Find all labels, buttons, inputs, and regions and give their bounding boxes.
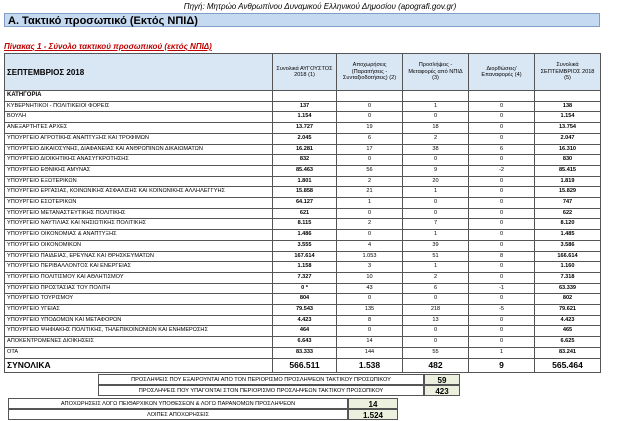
cell-col-1: 0 * [273, 283, 337, 294]
cell-col-2: 14 [337, 337, 403, 348]
table-row [5, 198, 601, 209]
cell-col-4: 0 [469, 155, 535, 166]
cell-col-5: 4.423 [535, 315, 601, 326]
cell-col-4: 0 [469, 187, 535, 198]
table-row [5, 305, 601, 316]
table-row [5, 251, 601, 262]
cell-col-3: 7 [403, 219, 469, 230]
cell-col-5: 1.154 [535, 112, 601, 123]
cell-col-3: 1 [403, 187, 469, 198]
cell-col-2: 2 [337, 176, 403, 187]
cell-col-5: 166.614 [535, 251, 601, 262]
table-row [5, 262, 601, 273]
cell-col-1: 79.543 [273, 305, 337, 316]
row-name: ΥΠΟΥΡΓΕΙΟ ΠΕΡΙΒΑΛΛΟΝΤΟΣ ΚΑΙ ΕΝΕΡΓΕΙΑΣ [5, 262, 273, 273]
summary-row [4, 374, 600, 385]
cell-col-4: -5 [469, 305, 535, 316]
cell-col-3: 18 [403, 123, 469, 134]
section-heading: Α. Τακτικό προσωπικό (Εκτός ΝΠΙΔ) [4, 13, 600, 27]
cell-col-3: 0 [403, 155, 469, 166]
summary-label: ΠΡΟΣΛΗΨΕΙΣ ΠΟΥ ΥΠΑΓΟΝΤΑΙ ΣΤΟΝ ΠΕΡΙΟΡΙΣΜΟ ΠΡΟΣΛΗΨΕΩΝ ΤΑΚΤΙΚΟΥ ΠΡΟΣΩΠΙΚΟΥ [98, 385, 424, 396]
cell-col-1: 8.115 [273, 219, 337, 230]
row-name: ΥΠΟΥΡΓΕΙΟ ΟΙΚΟΝΟΜΙΚΩΝ [5, 240, 273, 251]
cell-col-1: 85.463 [273, 165, 337, 176]
cell-col-1: 167.614 [273, 251, 337, 262]
col-header-5: Συνολικά ΣΕΠΤΕΜΒΡΙΟΣ 2018 (5) [535, 54, 601, 91]
table-row [5, 240, 601, 251]
col-header-4: Διορθώσεις/ Επαναφορές (4) [469, 54, 535, 91]
cell-col-5: 465 [535, 326, 601, 337]
cell-col-3: 1 [403, 262, 469, 273]
cell-col-3: 0 [403, 208, 469, 219]
category-label: ΚΑΤΗΓΟΡΙΑ [5, 91, 273, 102]
cell-col-5: 7.318 [535, 272, 601, 283]
cell-col-5: 622 [535, 208, 601, 219]
summary-value: 14 [348, 398, 398, 409]
cell-col-3: 2 [403, 272, 469, 283]
summary-row [4, 385, 600, 396]
cell-col-1: 137 [273, 101, 337, 112]
cell-col-4: 0 [469, 326, 535, 337]
cell-col-5: 565.464 [535, 358, 601, 372]
cell-col-4: 0 [469, 315, 535, 326]
cell-col-2: 0 [337, 208, 403, 219]
cell-col-2: 0 [337, 230, 403, 241]
cell-col-5: 83.241 [535, 347, 601, 358]
row-name: ΥΠΟΥΡΓΕΙΟ ΕΡΓΑΣΙΑΣ, ΚΟΙΝΩΝΙΚΗΣ ΑΣΦΑΛΙΣΗΣ ΚΑΙ ΚΟΙΝΩΝΙΚΗΣ ΑΛΛΗΛΕΓΓΥΗΣ [5, 187, 273, 198]
cell-col-1: 83.333 [273, 347, 337, 358]
cell-col-3: 1 [403, 230, 469, 241]
table-row [5, 326, 601, 337]
table-row [5, 315, 601, 326]
cell-col-4: 0 [469, 176, 535, 187]
row-name: ΥΠΟΥΡΓΕΙΟ ΠΑΙΔΕΙΑΣ, ΕΡΕΥΝΑΣ ΚΑΙ ΘΡΗΣΚΕΥΜΑΤΩΝ [5, 251, 273, 262]
cell-col-4: -2 [469, 165, 535, 176]
cell-col-1: 621 [273, 208, 337, 219]
cell-col-3: 38 [403, 144, 469, 155]
row-name: ΥΠΟΥΡΓΕΙΟ ΥΓΕΙΑΣ [5, 305, 273, 316]
cell-col-5: 138 [535, 101, 601, 112]
row-name: ΥΠΟΥΡΓΕΙΟ ΔΙΟΙΚΗΤΙΚΗΣ ΑΝΑΣΥΓΚΡΟΤΗΣΗΣ [5, 155, 273, 166]
table-row [5, 337, 601, 348]
cell-col-5: 802 [535, 294, 601, 305]
cell-col-3: 6 [403, 283, 469, 294]
cell-col-2: 21 [337, 187, 403, 198]
cell-col-2: 6 [337, 133, 403, 144]
cell-col-3: 55 [403, 347, 469, 358]
cell-col-3: 51 [403, 251, 469, 262]
cell-col-2: 19 [337, 123, 403, 134]
cell-col-2: 0 [337, 101, 403, 112]
period-header: ΣΕΠΤΕΜΒΡΙΟΣ 2018 [5, 54, 273, 91]
cell-col-1: 804 [273, 294, 337, 305]
source-line: Πηγή: Μητρώο Ανθρωπίνου Δυναμικού Ελληνικού Δημοσίου (apografi.gov.gr) [183, 2, 457, 11]
cell-col-2: 3 [337, 262, 403, 273]
category-row [5, 91, 601, 102]
table-row [5, 176, 601, 187]
cell-col-2: 17 [337, 144, 403, 155]
row-name: ΥΠΟΥΡΓΕΙΟ ΔΙΚΑΙΟΣΥΝΗΣ, ΔΙΑΦΑΝΕΙΑΣ ΚΑΙ ΑΝΘΡΩΠΙΝΩΝ ΔΙΚΑΙΩΜΑΤΩΝ [5, 144, 273, 155]
table-row [5, 230, 601, 241]
cell-col-1: 64.127 [273, 198, 337, 209]
cell-col-1: 2.045 [273, 133, 337, 144]
cell-col-4: 8 [469, 251, 535, 262]
cell-col-5: 8.120 [535, 219, 601, 230]
summary-value: 59 [424, 374, 460, 385]
table-row [5, 123, 601, 134]
cell-col-5: 2.047 [535, 133, 601, 144]
row-name: ΥΠΟΥΡΓΕΙΟ ΑΓΡΟΤΙΚΗΣ ΑΝΑΠΤΥΞΗΣ ΚΑΙ ΤΡΟΦΙΜΩΝ [5, 133, 273, 144]
table-row [5, 283, 601, 294]
row-name: ΒΟΥΛΗ [5, 112, 273, 123]
cell-col-2: 0 [337, 155, 403, 166]
cell-col-5: 1.819 [535, 176, 601, 187]
row-name: ΣΥΝΟΛΙΚΑ [5, 358, 273, 372]
row-name: ΚΥΒΕΡΝΗΤΙΚΟΙ - ΠΟΛΙΤΙΚΕΙΟΙ ΦΟΡΕΙΣ [5, 101, 273, 112]
summary-value: 1.524 [348, 409, 398, 420]
summary-row [4, 409, 600, 420]
row-name: ΟΤΑ [5, 347, 273, 358]
table-row [5, 101, 601, 112]
cell-col-3: 13 [403, 315, 469, 326]
cell-col-4: 0 [469, 240, 535, 251]
cell-col-5: 1.160 [535, 262, 601, 273]
cell-col-1: 464 [273, 326, 337, 337]
row-name: ΥΠΟΥΡΓΕΙΟ ΨΗΦΙΑΚΗΣ ΠΟΛΙΤΙΚΗΣ, ΤΗΛΕΠΙΚΟΙΝΩΝΙΩΝ ΚΑΙ ΕΝΗΜΕΡΩΣΗΣ [5, 326, 273, 337]
cell-col-4: -1 [469, 283, 535, 294]
summary-label: ΑΠΟΧΩΡΗΣΕΙΣ ΛΟΓΩ ΠΕΙΘΑΡΧΙΚΩΝ ΥΠΟΘΕΣΕΩΝ & ΛΟΓΩ ΠΑΡΑΝΟΜΩΝ ΠΡΟΣΛΗΨΕΩΝ [8, 398, 348, 409]
cell-col-2: 1 [337, 198, 403, 209]
cell-col-1: 16.281 [273, 144, 337, 155]
cell-col-4: 9 [469, 358, 535, 372]
cell-col-5: 16.310 [535, 144, 601, 155]
cell-col-5: 79.621 [535, 305, 601, 316]
row-name: ΥΠΟΥΡΓΕΙΟ ΠΡΟΣΤΑΣΙΑΣ ΤΟΥ ΠΟΛΙΤΗ [5, 283, 273, 294]
cell-col-1: 566.511 [273, 358, 337, 372]
col-header-2: Αποχωρήσεις (Παραιτήσεις - Συνταξιοδοτήσεις) (2) [337, 54, 403, 91]
table-row [5, 133, 601, 144]
cell-col-4: 0 [469, 262, 535, 273]
cell-col-5: 85.415 [535, 165, 601, 176]
row-name: ΥΠΟΥΡΓΕΙΟ ΠΟΛΙΤΙΣΜΟΥ ΚΑΙ ΑΘΛΗΤΙΣΜΟΥ [5, 272, 273, 283]
cell-col-3: 0 [403, 337, 469, 348]
personnel-table [4, 53, 601, 373]
row-name: ΥΠΟΥΡΓΕΙΟ ΕΘΝΙΚΗΣ ΑΜΥΝΑΣ [5, 165, 273, 176]
cell-col-2: 10 [337, 272, 403, 283]
cell-col-1: 832 [273, 155, 337, 166]
cell-col-3: 39 [403, 240, 469, 251]
cell-col-5: 747 [535, 198, 601, 209]
table-row [5, 347, 601, 358]
cell-col-4: 0 [469, 272, 535, 283]
cell-col-4: 0 [469, 133, 535, 144]
table-row [5, 155, 601, 166]
cell-col-2: 43 [337, 283, 403, 294]
cell-col-4: 1 [469, 347, 535, 358]
table-row [5, 208, 601, 219]
cell-col-5: 13.754 [535, 123, 601, 134]
row-name: ΥΠΟΥΡΓΕΙΟ ΝΑΥΤΙΛΙΑΣ ΚΑΙ ΝΗΣΙΩΤΙΚΗΣ ΠΟΛΙΤΙΚΗΣ [5, 219, 273, 230]
table-subtitle: Πίνακας 1 - Σύνολο τακτικού προσωπικού (εκτός ΝΠΙΔ) [4, 42, 212, 51]
cell-col-2: 0 [337, 294, 403, 305]
cell-col-2: 0 [337, 326, 403, 337]
table-row [5, 144, 601, 155]
row-name: ΑΠΟΚΕΝΤΡΩΜΕΝΕΣ ΔΙΟΙΚΗΣΕΙΣ [5, 337, 273, 348]
table-row [5, 187, 601, 198]
cell-col-5: 15.829 [535, 187, 601, 198]
cell-col-2: 1.538 [337, 358, 403, 372]
table-row [5, 272, 601, 283]
cell-col-5: 63.339 [535, 283, 601, 294]
cell-col-1: 3.555 [273, 240, 337, 251]
cell-col-3: 0 [403, 198, 469, 209]
cell-col-4: 6 [469, 144, 535, 155]
cell-col-3: 0 [403, 326, 469, 337]
table-row [5, 112, 601, 123]
cell-col-2: 8 [337, 315, 403, 326]
cell-col-3: 1 [403, 101, 469, 112]
cell-col-2: 144 [337, 347, 403, 358]
cell-col-4: 0 [469, 230, 535, 241]
summary-label: ΠΡΟΣΛΗΨΕΙΣ ΠΟΥ ΕΞΑΙΡΟΥΝΤΑΙ ΑΠΟ ΤΟΝ ΠΕΡΙΟΡΙΣΜΟ ΠΡΟΣΛΗΨΕΩΝ ΤΑΚΤΙΚΟΥ ΠΡΟΣΩΠΙΚΟΥ [98, 374, 424, 385]
cell-col-3: 20 [403, 176, 469, 187]
cell-col-1: 1.486 [273, 230, 337, 241]
cell-col-1: 6.643 [273, 337, 337, 348]
table-row [5, 294, 601, 305]
row-name: ΥΠΟΥΡΓΕΙΟ ΕΞΩΤΕΡΙΚΩΝ [5, 176, 273, 187]
cell-col-2: 1.053 [337, 251, 403, 262]
cell-col-5: 3.586 [535, 240, 601, 251]
cell-col-3: 482 [403, 358, 469, 372]
cell-col-3: 218 [403, 305, 469, 316]
cell-col-1: 15.858 [273, 187, 337, 198]
cell-col-1: 1.154 [273, 112, 337, 123]
cell-col-4: 0 [469, 198, 535, 209]
cell-col-4: 0 [469, 112, 535, 123]
header-row [5, 54, 601, 91]
cell-col-1: 4.423 [273, 315, 337, 326]
col-header-1: Συνολικά ΑΥΓΟΥΣΤΟΣ 2018 (1) [273, 54, 337, 91]
cell-col-2: 135 [337, 305, 403, 316]
cell-col-4: 0 [469, 123, 535, 134]
table-row [5, 165, 601, 176]
cell-col-2: 4 [337, 240, 403, 251]
cell-col-3: 2 [403, 133, 469, 144]
cell-col-5: 1.485 [535, 230, 601, 241]
summary-label: ΛΟΙΠΕΣ ΑΠΟΧΩΡΗΣΕΙΣ [8, 409, 348, 420]
cell-col-1: 1.801 [273, 176, 337, 187]
cell-col-2: 56 [337, 165, 403, 176]
cell-col-3: 0 [403, 294, 469, 305]
row-name: ΥΠΟΥΡΓΕΙΟ ΜΕΤΑΝΑΣΤΕΥΤΙΚΗΣ ΠΟΛΙΤΙΚΗΣ [5, 208, 273, 219]
summary-value: 423 [424, 385, 460, 396]
cell-col-4: 0 [469, 219, 535, 230]
row-name: ΥΠΟΥΡΓΕΙΟ ΕΣΩΤΕΡΙΚΩΝ [5, 198, 273, 209]
row-name: ΑΝΕΞΑΡΤΗΤΕΣ ΑΡΧΕΣ [5, 123, 273, 134]
cell-col-1: 13.727 [273, 123, 337, 134]
cell-col-4: 0 [469, 337, 535, 348]
row-name: ΥΠΟΥΡΓΕΙΟ ΥΠΟΔΟΜΩΝ ΚΑΙ ΜΕΤΑΦΟΡΩΝ [5, 315, 273, 326]
table-row [5, 219, 601, 230]
cell-col-4: 0 [469, 294, 535, 305]
cell-col-5: 6.625 [535, 337, 601, 348]
cell-col-2: 2 [337, 219, 403, 230]
cell-col-4: 0 [469, 101, 535, 112]
totals-row [5, 358, 601, 372]
cell-col-3: 9 [403, 165, 469, 176]
cell-col-1: 7.327 [273, 272, 337, 283]
col-header-3: Προσλήψεις - Μεταφορές από ΝΠΙΔ (3) [403, 54, 469, 91]
row-name: ΥΠΟΥΡΓΕΙΟ ΤΟΥΡΙΣΜΟΥ [5, 294, 273, 305]
summary-row [4, 398, 600, 409]
row-name: ΥΠΟΥΡΓΕΙΟ ΟΙΚΟΝΟΜΙΑΣ & ΑΝΑΠΤΥΞΗΣ [5, 230, 273, 241]
cell-col-5: 830 [535, 155, 601, 166]
cell-col-1: 1.158 [273, 262, 337, 273]
cell-col-2: 0 [337, 112, 403, 123]
cell-col-3: 0 [403, 112, 469, 123]
cell-col-4: 0 [469, 208, 535, 219]
